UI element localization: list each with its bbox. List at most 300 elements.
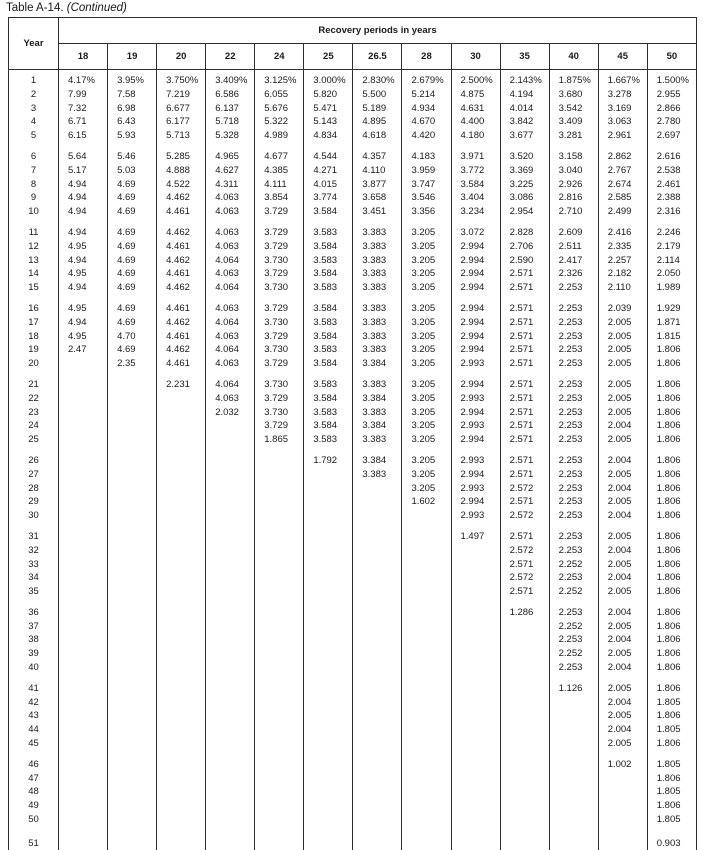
value-cell: 3.205 [402, 302, 451, 316]
year-cell: 33 [9, 558, 59, 572]
year-cell: 1 [9, 70, 59, 88]
value-cell: 2.005 [598, 433, 647, 447]
value-cell: 2.253 [549, 330, 598, 344]
table-row-year-42 [9, 696, 697, 710]
value-cell: 1.806 [647, 419, 696, 433]
value-cell [157, 419, 206, 433]
value-cell: 3.584 [451, 178, 500, 192]
value-cell [451, 571, 500, 585]
value-cell [304, 468, 353, 482]
value-cell: 2.993 [451, 392, 500, 406]
value-cell [108, 406, 157, 420]
value-cell [549, 837, 598, 850]
value-cell: 2.993 [451, 482, 500, 496]
value-cell: 2.994 [451, 330, 500, 344]
value-cell [353, 544, 402, 558]
group-spacer-row [9, 827, 697, 837]
value-cell: 3.205 [402, 482, 451, 496]
value-cell [402, 633, 451, 647]
value-cell [206, 482, 255, 496]
group-spacer-row [9, 371, 697, 378]
value-cell [157, 406, 206, 420]
value-cell: 2.005 [598, 737, 647, 751]
year-cell: 6 [9, 150, 59, 164]
group-spacer-row [9, 447, 697, 454]
value-cell: 4.400 [451, 115, 500, 129]
value-cell [255, 495, 304, 509]
value-cell [108, 620, 157, 634]
value-cell [402, 585, 451, 599]
year-cell: 5 [9, 129, 59, 143]
value-cell: 4.194 [500, 88, 549, 102]
value-cell [255, 509, 304, 523]
value-cell: 3.729 [255, 392, 304, 406]
value-cell [451, 647, 500, 661]
value-cell [206, 433, 255, 447]
value-cell: 2.005 [598, 406, 647, 420]
value-cell [255, 696, 304, 710]
value-cell [108, 495, 157, 509]
value-cell: 4.631 [451, 102, 500, 116]
value-cell: 2.926 [549, 178, 598, 192]
value-cell: 5.322 [255, 115, 304, 129]
value-cell: 2.253 [549, 482, 598, 496]
value-cell: 4.183 [402, 150, 451, 164]
value-cell: 2.780 [647, 115, 696, 129]
value-cell: 4.834 [304, 129, 353, 143]
value-cell [255, 837, 304, 850]
table-row-year-5 [9, 129, 697, 143]
value-cell: 2.050 [647, 267, 696, 281]
value-cell: 3.072 [451, 226, 500, 240]
value-cell: 2.039 [598, 302, 647, 316]
value-cell [206, 530, 255, 544]
value-cell: 2.571 [500, 433, 549, 447]
value-cell [255, 544, 304, 558]
value-cell [402, 758, 451, 772]
value-cell: 4.934 [402, 102, 451, 116]
value-cell: 6.98 [108, 102, 157, 116]
year-cell: 13 [9, 254, 59, 268]
value-cell [549, 799, 598, 813]
value-cell [353, 737, 402, 751]
value-cell: 4.70 [108, 330, 157, 344]
value-cell [206, 682, 255, 696]
page-title [0, 0, 704, 17]
value-cell: 5.214 [402, 88, 451, 102]
table-row-year-15 [9, 281, 697, 295]
group-spacer-row [9, 295, 697, 302]
value-cell: 2.005 [598, 709, 647, 723]
value-cell: 4.462 [157, 191, 206, 205]
value-cell [108, 696, 157, 710]
value-cell [108, 454, 157, 468]
value-cell [206, 813, 255, 827]
value-cell [255, 647, 304, 661]
value-cell [255, 772, 304, 786]
value-cell: 2.994 [451, 433, 500, 447]
value-cell [108, 544, 157, 558]
value-cell [59, 357, 108, 371]
value-cell: 7.58 [108, 88, 157, 102]
value-cell: 1.806 [647, 647, 696, 661]
value-cell [108, 813, 157, 827]
value-cell [353, 530, 402, 544]
value-cell: 3.383 [353, 281, 402, 295]
value-cell: 3.383 [353, 433, 402, 447]
value-cell [108, 433, 157, 447]
value-cell: 3.040 [549, 164, 598, 178]
value-cell [206, 620, 255, 634]
value-cell [598, 785, 647, 799]
value-cell: 1.806 [647, 468, 696, 482]
value-cell [255, 620, 304, 634]
value-cell: 4.94 [59, 226, 108, 240]
value-cell [157, 682, 206, 696]
value-cell: 2.004 [598, 544, 647, 558]
value-cell [59, 661, 108, 675]
value-cell: 4.69 [108, 281, 157, 295]
value-cell: 4.385 [255, 164, 304, 178]
year-cell: 28 [9, 482, 59, 496]
value-cell: 4.522 [157, 178, 206, 192]
table-row-year-25 [9, 433, 697, 447]
year-cell: 16 [9, 302, 59, 316]
value-cell: 4.462 [157, 281, 206, 295]
value-cell: 2.005 [598, 585, 647, 599]
value-cell: 3.95% [108, 70, 157, 88]
year-cell: 10 [9, 205, 59, 219]
table-row-year-39 [9, 647, 697, 661]
year-cell: 49 [9, 799, 59, 813]
value-cell [108, 419, 157, 433]
value-cell [500, 785, 549, 799]
table-row-year-10 [9, 205, 697, 219]
value-cell: 2.326 [549, 267, 598, 281]
value-cell [353, 606, 402, 620]
value-cell: 1.989 [647, 281, 696, 295]
value-cell [500, 799, 549, 813]
value-cell: 3.384 [353, 419, 402, 433]
value-cell [304, 633, 353, 647]
value-cell [206, 509, 255, 523]
value-cell: 1.806 [647, 482, 696, 496]
value-cell: 4.462 [157, 226, 206, 240]
table-row-year-8 [9, 178, 697, 192]
value-cell [59, 419, 108, 433]
year-cell: 11 [9, 226, 59, 240]
value-cell: 6.586 [206, 88, 255, 102]
value-cell: 4.95 [59, 267, 108, 281]
table-row-year-11 [9, 226, 697, 240]
value-cell: 1.875% [549, 70, 598, 88]
value-cell: 5.285 [157, 150, 206, 164]
value-cell: 2.571 [500, 267, 549, 281]
value-cell: 3.384 [353, 454, 402, 468]
value-cell: 4.064 [206, 378, 255, 392]
value-cell: 6.177 [157, 115, 206, 129]
value-cell [59, 633, 108, 647]
value-cell: 4.015 [304, 178, 353, 192]
value-cell: 2.994 [451, 343, 500, 357]
value-cell: 2.616 [647, 150, 696, 164]
value-cell: 3.451 [353, 205, 402, 219]
value-cell [451, 633, 500, 647]
table-row-year-4 [9, 115, 697, 129]
value-cell: 3.729 [255, 357, 304, 371]
value-cell: 3.384 [353, 392, 402, 406]
value-cell: 2.993 [451, 454, 500, 468]
value-cell [598, 799, 647, 813]
value-cell: 2.253 [549, 544, 598, 558]
value-cell: 3.205 [402, 419, 451, 433]
value-cell [206, 737, 255, 751]
value-cell: 2.257 [598, 254, 647, 268]
value-cell: 2.005 [598, 392, 647, 406]
value-cell: 1.806 [647, 682, 696, 696]
year-cell: 35 [9, 585, 59, 599]
table-row-year-28 [9, 482, 697, 496]
value-cell: 2.004 [598, 454, 647, 468]
value-cell [304, 558, 353, 572]
value-cell: 5.500 [353, 88, 402, 102]
value-cell [206, 633, 255, 647]
value-cell: 2.571 [500, 585, 549, 599]
value-cell [206, 837, 255, 850]
value-cell: 2.253 [549, 468, 598, 482]
value-cell [451, 772, 500, 786]
value-cell: 2.246 [647, 226, 696, 240]
value-cell [304, 682, 353, 696]
value-cell: 5.143 [304, 115, 353, 129]
value-cell: 1.805 [647, 723, 696, 737]
value-cell [59, 433, 108, 447]
value-cell: 4.875 [451, 88, 500, 102]
value-cell [157, 737, 206, 751]
value-cell: 2.253 [549, 454, 598, 468]
value-cell [304, 606, 353, 620]
value-cell: 4.69 [108, 343, 157, 357]
value-cell: 4.461 [157, 357, 206, 371]
value-cell: 4.461 [157, 240, 206, 254]
value-cell: 1.806 [647, 558, 696, 572]
table-row-year-37 [9, 620, 697, 634]
value-cell: 2.994 [451, 468, 500, 482]
value-cell: 1.806 [647, 772, 696, 786]
year-cell: 31 [9, 530, 59, 544]
value-cell [108, 647, 157, 661]
value-cell: 6.137 [206, 102, 255, 116]
value-cell: 7.32 [59, 102, 108, 116]
value-cell [157, 647, 206, 661]
table-row-year-13 [9, 254, 697, 268]
value-cell [59, 758, 108, 772]
value-cell: 2.955 [647, 88, 696, 102]
value-cell: 2.994 [451, 406, 500, 420]
value-cell: 2.143% [500, 70, 549, 88]
column-header-25: 25 [304, 44, 353, 70]
value-cell: 1.806 [647, 530, 696, 544]
value-cell: 4.064 [206, 254, 255, 268]
value-cell: 3.205 [402, 406, 451, 420]
value-cell: 3.729 [255, 419, 304, 433]
value-cell: 2.253 [549, 343, 598, 357]
value-cell [108, 737, 157, 751]
value-cell: 1.806 [647, 544, 696, 558]
value-cell: 2.005 [598, 530, 647, 544]
year-cell: 38 [9, 633, 59, 647]
value-cell: 2.571 [500, 343, 549, 357]
value-cell [206, 419, 255, 433]
value-cell: 3.730 [255, 343, 304, 357]
value-cell [108, 571, 157, 585]
value-cell: 3.383 [353, 468, 402, 482]
value-cell [304, 813, 353, 827]
value-cell [157, 723, 206, 737]
value-cell [304, 530, 353, 544]
value-cell: 3.747 [402, 178, 451, 192]
value-cell: 1.602 [402, 495, 451, 509]
value-cell [108, 530, 157, 544]
value-cell [157, 468, 206, 482]
value-cell [206, 647, 255, 661]
value-cell [157, 772, 206, 786]
table-row-year-16 [9, 302, 697, 316]
value-cell: 3.520 [500, 150, 549, 164]
value-cell: 2.253 [549, 530, 598, 544]
table-row-year-6 [9, 150, 697, 164]
value-cell: 3.774 [304, 191, 353, 205]
value-cell [451, 682, 500, 696]
value-cell [157, 813, 206, 827]
table-row-year-14 [9, 267, 697, 281]
table-row-year-38 [9, 633, 697, 647]
value-cell [108, 682, 157, 696]
year-cell: 34 [9, 571, 59, 585]
value-cell: 5.17 [59, 164, 108, 178]
table-row-year-49 [9, 799, 697, 813]
value-cell [402, 799, 451, 813]
table-row-year-32 [9, 544, 697, 558]
value-cell: 4.180 [451, 129, 500, 143]
value-cell: 2.993 [451, 357, 500, 371]
value-cell [59, 696, 108, 710]
value-cell: 2.674 [598, 178, 647, 192]
table-row-year-46 [9, 758, 697, 772]
value-cell: 1.806 [647, 406, 696, 420]
value-cell: 2.252 [549, 558, 598, 572]
value-cell [353, 509, 402, 523]
value-cell [451, 785, 500, 799]
value-cell: 2.253 [549, 378, 598, 392]
value-cell: 4.95 [59, 240, 108, 254]
value-cell [549, 737, 598, 751]
value-cell [500, 696, 549, 710]
value-cell [157, 482, 206, 496]
value-cell [59, 482, 108, 496]
value-cell [304, 495, 353, 509]
value-cell: 4.461 [157, 205, 206, 219]
value-cell [255, 723, 304, 737]
value-cell: 4.69 [108, 302, 157, 316]
value-cell: 2.571 [500, 406, 549, 420]
value-cell: 4.063 [206, 392, 255, 406]
value-cell [255, 709, 304, 723]
value-cell [59, 558, 108, 572]
value-cell: 2.005 [598, 558, 647, 572]
year-cell: 21 [9, 378, 59, 392]
value-cell [157, 620, 206, 634]
value-cell: 3.205 [402, 343, 451, 357]
table-row-year-20 [9, 357, 697, 371]
table-row-year-36 [9, 606, 697, 620]
value-cell: 4.618 [353, 129, 402, 143]
year-cell: 47 [9, 772, 59, 786]
value-cell: 2.710 [549, 205, 598, 219]
value-cell: 4.69 [108, 226, 157, 240]
value-cell: 2.609 [549, 226, 598, 240]
value-cell: 2.816 [549, 191, 598, 205]
value-cell: 2.866 [647, 102, 696, 116]
value-cell: 3.583 [304, 254, 353, 268]
value-cell: 4.063 [206, 205, 255, 219]
value-cell: 1.806 [647, 357, 696, 371]
value-cell [500, 737, 549, 751]
value-cell [402, 606, 451, 620]
value-cell: 1.815 [647, 330, 696, 344]
value-cell: 4.670 [402, 115, 451, 129]
value-cell: 3.278 [598, 88, 647, 102]
value-cell: 2.571 [500, 558, 549, 572]
value-cell: 4.063 [206, 267, 255, 281]
value-cell [451, 696, 500, 710]
value-cell [549, 723, 598, 737]
value-cell [157, 799, 206, 813]
value-cell: 2.110 [598, 281, 647, 295]
value-cell: 3.205 [402, 433, 451, 447]
value-cell: 3.750% [157, 70, 206, 88]
value-cell [353, 620, 402, 634]
value-cell [549, 772, 598, 786]
value-cell: 2.994 [451, 254, 500, 268]
value-cell [108, 558, 157, 572]
value-cell [500, 772, 549, 786]
value-cell: 2.994 [451, 378, 500, 392]
value-cell: 2.571 [500, 378, 549, 392]
value-cell: 2.004 [598, 633, 647, 647]
value-cell [451, 723, 500, 737]
table-row-year-34 [9, 571, 697, 585]
value-cell: 2.004 [598, 571, 647, 585]
value-cell: 2.252 [549, 620, 598, 634]
value-cell: 5.718 [206, 115, 255, 129]
value-cell [157, 495, 206, 509]
table-row-year-47 [9, 772, 697, 786]
header-row-top [9, 18, 697, 44]
value-cell: 2.571 [500, 281, 549, 295]
value-cell [549, 813, 598, 827]
value-cell [353, 661, 402, 675]
value-cell: 2.511 [549, 240, 598, 254]
value-cell: 2.253 [549, 606, 598, 620]
value-cell: 2.253 [549, 495, 598, 509]
value-cell [206, 709, 255, 723]
value-cell: 4.627 [206, 164, 255, 178]
value-cell: 3.729 [255, 302, 304, 316]
year-cell: 3 [9, 102, 59, 116]
value-cell [255, 633, 304, 647]
value-cell [402, 682, 451, 696]
